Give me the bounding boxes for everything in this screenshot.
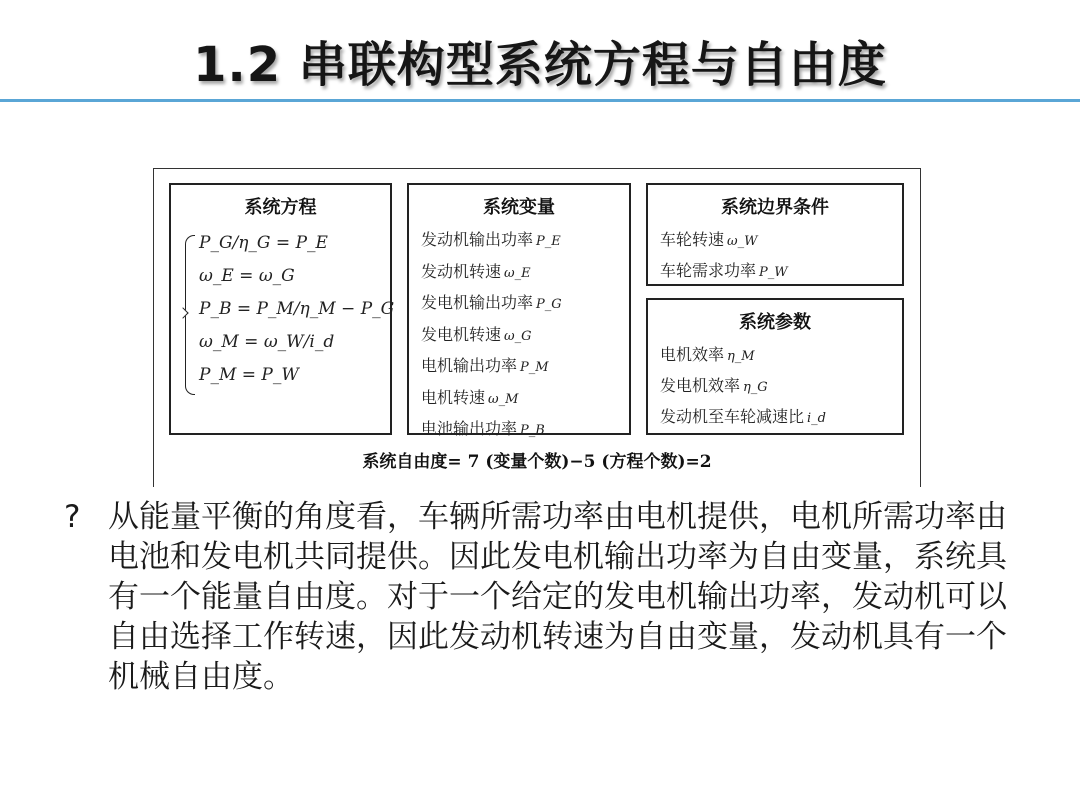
list-item	[421, 225, 629, 257]
boundary-symbol: ω_W	[727, 234, 758, 249]
variable-label: 电机转速	[421, 387, 486, 407]
equations-panel-title: 系统方程	[244, 197, 317, 218]
boundary-list	[660, 225, 902, 287]
list-item	[421, 320, 629, 352]
list-item	[660, 225, 902, 256]
equation-line: P_B = P_M/η_M − P_G	[199, 299, 395, 319]
parameters-panel-title: 系统参数	[739, 312, 811, 333]
dof-summary: 系统自由度= 7 (变量个数)−5 (方程个数)=2	[362, 452, 712, 472]
parameters-list	[660, 340, 902, 433]
boundary-conditions-panel	[646, 183, 904, 286]
list-item	[421, 414, 629, 446]
equation-line: ω_E = ω_G	[199, 266, 295, 286]
title-divider	[0, 99, 1080, 102]
boundary-label: 车轮需求功率	[660, 261, 757, 280]
variable-symbol: ω_E	[504, 265, 531, 281]
variables-list	[421, 225, 629, 446]
variable-label: 发电机输出功率	[421, 293, 534, 312]
boundary-symbol: P_W	[759, 265, 788, 280]
boundary-label: 车轮转速	[660, 230, 725, 249]
list-item	[421, 351, 629, 383]
variable-label: 发动机输出功率	[421, 230, 534, 249]
variable-symbol: P_G	[536, 297, 562, 312]
boundary-panel-title: 系统边界条件	[721, 197, 829, 218]
bullet-marker: ?	[64, 499, 81, 535]
variables-panel	[407, 183, 631, 438]
parameters-panel	[646, 298, 904, 435]
variable-symbol: ω_G	[504, 328, 532, 344]
list-item	[660, 371, 902, 402]
list-item	[660, 340, 902, 371]
variables-panel-title: 系统变量	[483, 197, 555, 218]
parameter-label: 电机效率	[660, 345, 725, 364]
bullet-paragraph	[64, 497, 1024, 697]
equation-system	[185, 233, 395, 403]
parameter-symbol: η_M	[727, 349, 755, 364]
paragraph-text: 从能量平衡的角度看，车辆所需功率由电机提供，电机所需功率由电池和发电机共同提供。因此发电机输出功率为自由变量，系统具有一个能量自由度。对于一个给定的发电机输出功率，发动机可以自由选择工作转速，因此发动机转速为自由变量，发动机具有一个机械自由度。	[108, 499, 1007, 695]
variable-label: 发动机转速	[421, 261, 502, 281]
list-item	[421, 257, 629, 289]
parameter-symbol: η_G	[743, 380, 768, 395]
variable-symbol: P_E	[536, 234, 561, 249]
list-item	[421, 288, 629, 320]
variable-label: 电机输出功率	[421, 356, 518, 375]
list-item	[660, 402, 902, 433]
list-item	[660, 256, 902, 287]
parameter-symbol: i_d	[807, 411, 826, 426]
equation-line: P_G/η_G = P_E	[199, 233, 328, 253]
system-diagram	[153, 168, 921, 487]
slide-title: 1.2 串联构型系统方程与自由度	[193, 37, 887, 93]
variable-symbol: ω_M	[488, 391, 519, 407]
variable-label: 电池输出功率	[421, 419, 518, 438]
parameter-label: 发动机至车轮减速比	[660, 407, 805, 426]
list-item	[421, 383, 629, 415]
variable-symbol: P_B	[520, 423, 545, 438]
equation-line: P_M = P_W	[199, 365, 299, 385]
variable-symbol: P_M	[520, 360, 549, 375]
parameter-label: 发电机效率	[660, 376, 741, 395]
equation-line: ω_M = ω_W/i_d	[199, 332, 335, 352]
equations-panel	[169, 183, 395, 435]
variable-label: 发电机转速	[421, 324, 502, 344]
